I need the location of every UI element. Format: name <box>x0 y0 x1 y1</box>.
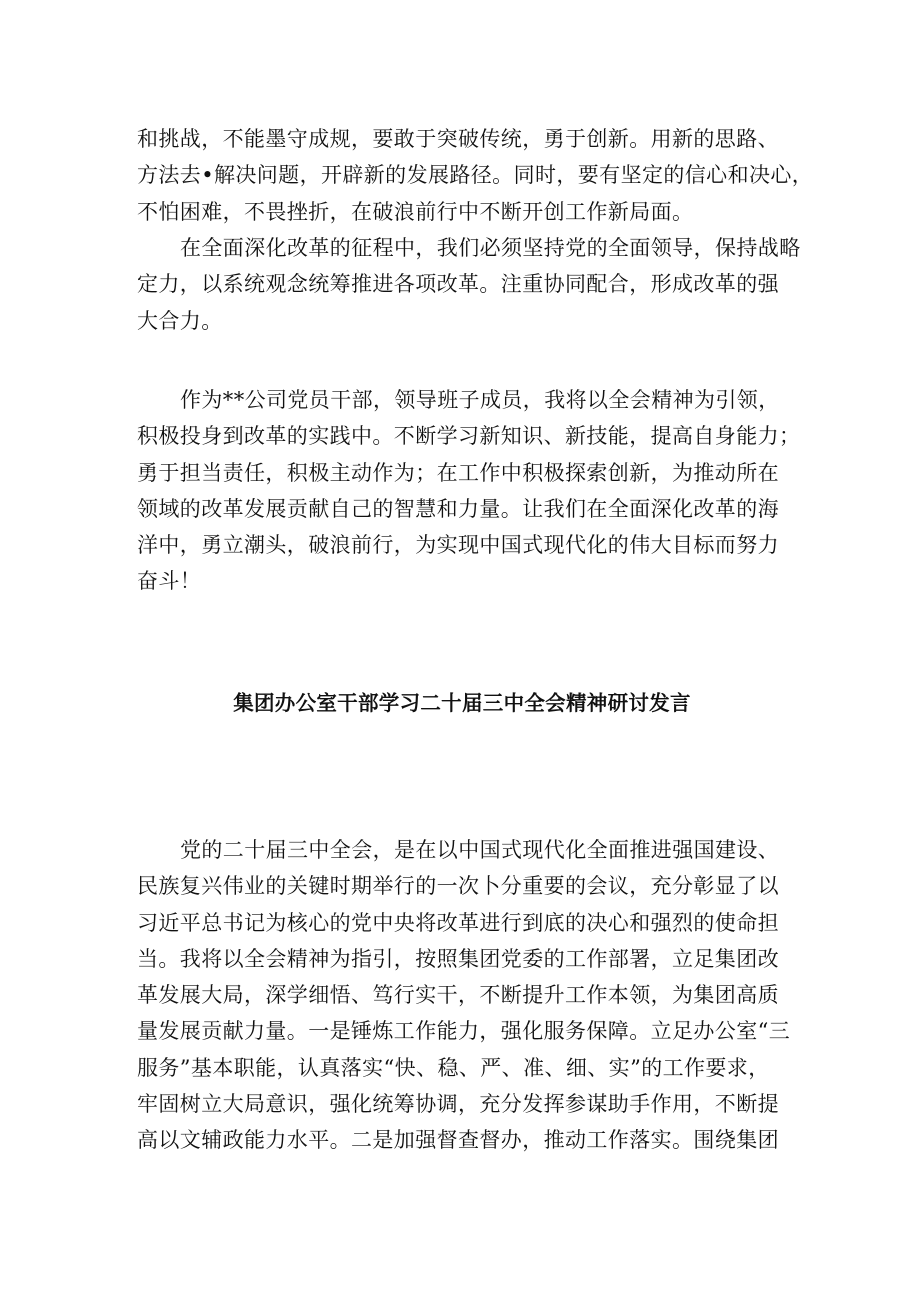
text-line: 作为**公司党员干部，领导班子成员，我将以全会精神为引领， <box>180 388 780 412</box>
text-line: 定力，以系统观念统筹推进各项改革。注重协同配合，形成改革的强 <box>137 272 779 297</box>
paragraph-plenary-speech <box>137 832 791 1159</box>
text-line: 领域的改革发展贡献自己的智慧和力量。让我们在全面深化改革的海 <box>137 496 779 521</box>
section-title: 集团办公室干部学习二十届三中全会精神研讨发言 <box>233 691 691 715</box>
text-line: 牢固树立大局意识，强化统筹协调，充分发挥参谋助手作用，不断提 <box>137 1092 779 1117</box>
text-line: 积极投身到改革的实践中。不断学习新知识、新技能，提高自身能力； <box>137 424 801 449</box>
text-line: 方法去•解决问题，开辟新的发展路径。同时，要有坚定的信心和决心， <box>137 163 814 188</box>
paragraph-continuation <box>137 121 814 230</box>
text-line: 不怕困难，不畏挫折，在破浪前行中不断开创工作新局面。 <box>137 199 694 224</box>
text-line: 奋斗！ <box>137 569 202 594</box>
text-line: 洋中，勇立潮头，破浪前行，为实现中国式现代化的伟大目标而努力 <box>137 533 779 558</box>
text-line: 高以文辅政能力水平。二是加强督查督办，推动工作落实。围绕集团 <box>137 1128 779 1153</box>
text-line: 民族复兴伟业的关键时期举行的一次卜分重要的会议，充分彰显了以 <box>137 874 779 899</box>
paragraph-reform-leadership <box>137 230 801 339</box>
text-line: 党的二十届三中全会，是在以中国式现代化全面推进强国建设、 <box>180 838 780 862</box>
text-line: 大合力。 <box>137 308 223 333</box>
text-line: 和挑战，不能墨守成规，要敢于突破传统，勇于创新。用新的思路、 <box>137 127 779 151</box>
text-line: 在全面深化改革的征程中，我们必须坚持党的全面领导，保持战略 <box>180 236 801 260</box>
text-line: 勇于担当责任，积极主动作为；在工作中积极探索创新，为推动所在 <box>137 460 779 485</box>
text-line: 服务”基本职能，认真落实“快、稳、严、准、细、实”的工作要求， <box>137 1055 770 1080</box>
text-line: 革发展大局，深学细悟、笃行实干，不断提升工作本领，为集团高质 <box>137 983 779 1008</box>
text-line: 当。我将以全会精神为指引，按照集团党委的工作部署，立足集团改 <box>137 946 779 971</box>
text-line: 量发展贡献力量。一是锤炼工作能力，强化服务保障。立足办公室“三 <box>137 1019 791 1044</box>
text-line: 习近平总书记为核心的党中央将改革进行到底的决心和强烈的使命担 <box>137 910 779 935</box>
paragraph-personal-commitment <box>137 382 801 600</box>
